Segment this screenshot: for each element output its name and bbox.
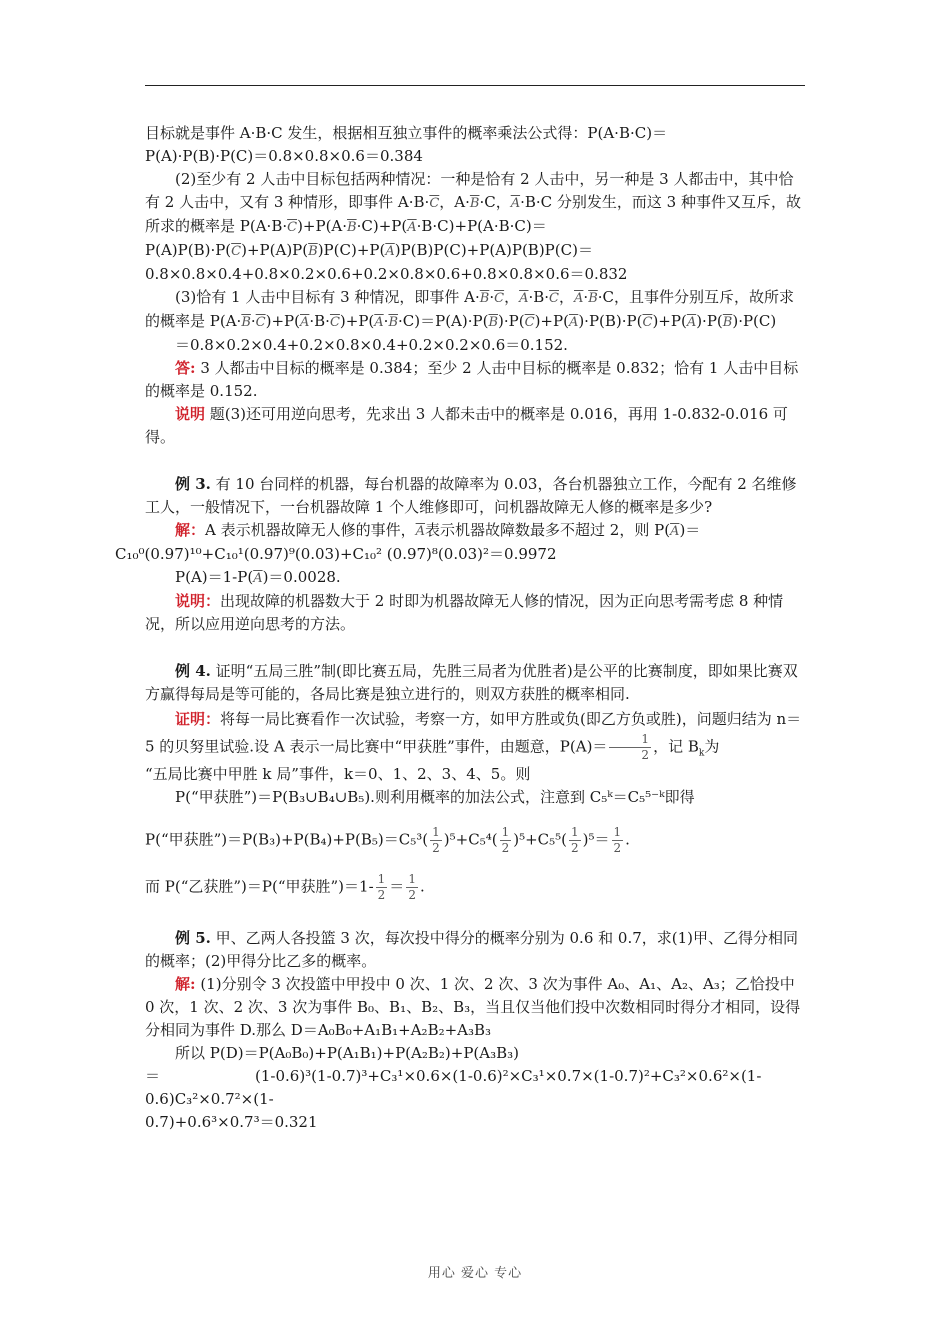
denominator: 2: [408, 888, 416, 902]
b-bar: $\overline{B}$: [308, 244, 318, 259]
spacer: [145, 636, 807, 660]
example-4-events: “五局比赛中甲胜 k 局”事件，k＝0、1、2、3、4、5。则: [145, 765, 531, 783]
text: )+P(A·: [297, 217, 348, 235]
text: ·B·C 分别发生，而这 3 种事件又互斥，故所求的概率是 P(A·B·: [145, 193, 801, 235]
text: 为: [704, 737, 720, 756]
example-label: 例 5.: [175, 929, 211, 947]
note-label: 说明：: [175, 592, 221, 610]
a-bar: $\overline{A}$: [670, 524, 680, 539]
text: ·C，: [479, 193, 511, 211]
answer-text: 3 人都击中目标的概率是 0.384；至少 2 人击中目标的概率是 0.832；恰有 1 人击中目标的概率是 0.152.: [145, 359, 799, 400]
a-bar: $\overline{A}$: [407, 220, 417, 235]
b-bar: $\overline{B}$: [388, 315, 399, 330]
b-bar: $\overline{B}$: [588, 291, 598, 306]
c-bar: $\overline{C}$: [329, 315, 340, 330]
text: P(A)·P(B)·P(C)＝0.8×0.8×0.6＝0.384: [145, 147, 423, 165]
text: ＝: [389, 877, 405, 896]
example-5-line3: [145, 1065, 807, 1111]
text: )⁵+C₅⁴(: [443, 830, 498, 849]
b-bar: $\overline{B}$: [469, 196, 480, 211]
c-bar: $\overline{C}$: [231, 244, 242, 259]
text: ，: [559, 288, 575, 306]
text: ，记 B: [653, 737, 699, 756]
text: 而 P(“乙获胜”)＝P(“甲获胜”)＝1-: [145, 877, 374, 896]
b-bar: $\overline{B}$: [488, 315, 499, 330]
a-bar: $\overline{A}$: [574, 291, 584, 306]
example-4-line-p1: P(“甲获胜”)＝P(B₃∪B₄∪B₅).则利用概率的加法公式，注意到 C₅ᵏ＝C₅⁵⁻ᵏ即得: [175, 788, 695, 806]
example-3-question: [145, 473, 807, 519]
text: )+P(A)P(: [241, 241, 309, 259]
c-bar: $\overline{C}$: [524, 315, 535, 330]
a-bar: $\overline{A}$: [686, 315, 697, 330]
note-text: 题(3)还可用逆向思考，先求出 3 人都未击中的概率是 0.016，再用 1-0.832-0.016 可得。: [145, 405, 788, 446]
numerator: 1: [377, 872, 386, 886]
result-line: ＝0.8×0.2×0.4+0.2×0.8×0.4+0.2×0.2×0.6＝0.152.: [175, 336, 568, 354]
c-bar: $\overline{C}$: [255, 315, 266, 330]
solution-text: (1)分别令 3 次投篮中甲投中 0 次、1 次、2 次、3 次为事件 A₀、A₁、A₂、A₃；乙恰投中 0 次，1 次、2 次、3 次为事件 B₀、B₁、B₂、B₃，当且仅当他们投中次数相同时得分才相同，设得分相同为事件 D.那么 D＝A₀B₀+A₁B₁+A₂B₂+A₃B₃: [145, 975, 801, 1039]
text: )⁵＝: [582, 830, 610, 849]
text: ，A·: [439, 193, 470, 211]
a-bar: $\overline{A}$: [415, 524, 426, 539]
example-text: 甲、乙两人各投篮 3 次，每次投中得分的概率分别为 0.6 和 0.7，求(1)甲、乙得分相同的概率；(2)甲得分比乙多的概率。: [145, 929, 799, 970]
page-footer: 用心 爱心 专心: [427, 1266, 523, 1281]
example-text: 有 10 台同样的机器，每台机器的故障率为 0.03，各台机器独立工作，今配有 2 名维修工人，一般情况下，一台机器故障 1 个人维修即可，问机器故障无人修的概率是多少?: [145, 475, 797, 516]
fraction-half: [569, 825, 581, 856]
text: .: [419, 877, 425, 896]
fraction-half: [612, 825, 624, 856]
answer: [145, 357, 807, 403]
a-bar: $\overline{A}$: [510, 196, 521, 211]
formula: C₁₀⁰(0.97)¹⁰+C₁₀¹(0.97)⁹(0.03)+C₁₀² (0.97)⁸(0.03)²＝0.9972: [115, 545, 557, 563]
text: 表示机器故障数最多不超过 2，则 P(: [425, 521, 671, 539]
text: )·P(: [498, 312, 525, 330]
denominator: 2: [432, 841, 440, 855]
fraction-half: [500, 825, 512, 856]
text: ·C，且事件分别互斥，故所求的概率是 P(A·: [145, 288, 794, 330]
numerator: 1: [501, 825, 510, 839]
denominator: 2: [613, 841, 622, 855]
example-3-pa: [145, 566, 807, 590]
note-text: 出现故障的机器数大于 2 时即为机器故障无人修的情况，因为正向思考需考虑 8 种情况，所以应用逆向思考的方法。: [145, 592, 784, 633]
b-bar: $\overline{B}$: [722, 315, 733, 330]
text: P(A)＝1-P(: [175, 568, 254, 586]
example-text: 证明“五局三胜”制(即比赛五局，先胜三局者为优胜者)是公平的比赛制度，即如果比赛双方赢得每局是等可能的，各局比赛是独立进行的，则双方获胜的概率相同.: [145, 662, 798, 703]
text: (3)恰有 1 人击中目标有 3 种情况，即事件 A·: [175, 288, 480, 306]
paragraph-2: [145, 168, 807, 286]
proof-label: 证明：: [175, 710, 221, 728]
solution-label: 解:: [175, 975, 196, 993]
denominator: 2: [571, 841, 579, 855]
text: A 表示机器故障无人修的事件，: [205, 521, 416, 539]
note: [145, 403, 807, 449]
spacer: [145, 809, 807, 825]
c-bar: $\overline{C}$: [642, 315, 653, 330]
text: )·P(C): [732, 312, 777, 330]
fraction-half: [376, 872, 388, 903]
example-label: 例 3.: [175, 475, 211, 493]
paragraph-3: (3)恰有 1 人击中目标有 3 种情况，即事件 $A\cdot\overline{B}\cdot\overline{C}$，$\overline{A}\cdot B\cdot\overline{C}$，$\overline{A}\cdot\overline{B}\cdot C$，且事件分别互斥，故所求的概率是 $P(A\cdot\overline{B}\cdot\overline{C})+P(\overline{A}\cdot B\cdot\overline{C})+P(\overline{A}\cdot\overline{B}\cdot C)=P(A)\cdot P(\overline{B})\cdot P(\overline{C})+P(\overline{A})\cdot P(B)\cdot P(\overline{C})+P(\overline{A})\cdot P(\overline{B})\cdot P(C)$: [145, 288, 794, 330]
text: )＝: [679, 521, 701, 539]
numerator: 1: [609, 732, 651, 748]
text: )P(B)P(C)+P(A)P(B)P(C)＝0.8×0.8×0.4+0.8×0.2×0.6+0.2×0.8×0.6+0.8×0.8×0.6＝0.832: [145, 241, 628, 283]
spacer: [145, 449, 807, 473]
fraction-half: [406, 872, 418, 903]
text: )P(C)+P(: [317, 241, 386, 259]
text: )⁵+C₅⁵(: [513, 830, 568, 849]
subscript: k: [698, 748, 705, 759]
c-bar: $\overline{C}$: [549, 291, 559, 306]
example-5-solution: [145, 973, 807, 1042]
text: ＝: [145, 1067, 161, 1085]
text: ·B·C)+P(A·B·C)＝P(A)P(B)·P(: [145, 217, 547, 259]
text: )+P(: [652, 312, 687, 330]
text: ·C)+P(: [356, 217, 408, 235]
text: (2)至少有 2 人击中目标包括两种情况：一种是恰有 2 人击中，另一种是 3 人都击中，其中恰有 2 人击中，又有 3 种情形，即事件 A·B·: [145, 170, 794, 211]
solution-label: 解：: [175, 521, 206, 539]
b-bar: $\overline{B}$: [347, 220, 357, 235]
text: ·C)＝P(A)·P(: [398, 312, 489, 330]
text: )＝0.0028.: [262, 568, 341, 586]
numerator: 1: [571, 825, 579, 839]
text: 目标就是事件 A·B·C 发生，根据相互独立事件的概率乘法公式得：P(A·B·C)＝: [145, 124, 668, 142]
example-3-note: [145, 590, 807, 636]
spacer: [145, 856, 807, 872]
text: ·B·: [309, 312, 330, 330]
example-5-question: [145, 927, 807, 973]
text: )+P(: [339, 312, 375, 330]
denominator: 2: [501, 841, 510, 855]
b-bar: $\overline{B}$: [241, 315, 251, 330]
example-3-solution: [115, 519, 807, 566]
paragraph-1: [145, 122, 807, 168]
a-bar: $\overline{A}$: [300, 315, 310, 330]
a-bar: $\overline{A}$: [374, 315, 384, 330]
spacer: [145, 903, 807, 927]
a-bar: $\overline{A}$: [519, 291, 529, 306]
numerator: 1: [432, 825, 440, 839]
text: )+P(: [265, 312, 300, 330]
text: )·P(: [696, 312, 723, 330]
text: )+P(: [534, 312, 569, 330]
example-4-question: [145, 660, 807, 706]
a-bar: $\overline{A}$: [253, 571, 263, 586]
numerator: 1: [613, 825, 622, 839]
c-bar: $\overline{C}$: [287, 220, 298, 235]
numerator: 1: [408, 872, 416, 886]
c-bar: $\overline{C}$: [429, 196, 440, 211]
example-4-line-p2: [145, 825, 807, 856]
header-rule: [145, 85, 805, 86]
denominator: 2: [377, 888, 386, 902]
example-5-line4: 0.7)+0.6³×0.7³＝0.321: [145, 1113, 318, 1131]
text: ，: [504, 288, 520, 306]
example-label: 例 4.: [175, 662, 211, 680]
denominator: 2: [641, 748, 650, 762]
a-bar: $\overline{A}$: [385, 244, 395, 259]
example-4-line-p3: [145, 872, 807, 903]
text: 将每一局比赛看作一次试验，考察一方，如甲方胜或负(即乙方负或胜)，问题归结为 n＝5 的贝努里试验.设 A 表示一局比赛中“甲获胜”事件，由题意，P(A)＝: [145, 710, 802, 756]
text: P(“甲获胜”)＝P(B₃)+P(B₄)+P(B₅)＝C₅³(: [145, 830, 429, 849]
fraction-half: [430, 825, 442, 856]
a-bar: $\overline{A}$: [568, 315, 579, 330]
text: (1-0.6)³(1-0.7)³+C₃¹×0.6×(1-0.6)²×C₃¹×0.7×(1-0.7)²+C₃²×0.6²×(1-0.6)C₃²×0.7²×(1-: [145, 1067, 762, 1108]
example-5-line2: 所以 P(D)＝P(A₀B₀)+P(A₁B₁)+P(A₂B₂)+P(A₃B₃): [175, 1044, 520, 1062]
c-bar: $\overline{C}$: [494, 291, 505, 306]
fraction-half: [609, 732, 651, 763]
text: .: [625, 830, 630, 849]
example-4-proof: [145, 706, 807, 763]
text: ·B·: [528, 288, 550, 306]
b-bar: $\overline{B}$: [479, 291, 490, 306]
answer-label: 答:: [175, 359, 196, 377]
note-label: 说明: [175, 405, 206, 423]
text: )·P(B)·P(: [578, 312, 643, 330]
document-body: [115, 122, 807, 1134]
